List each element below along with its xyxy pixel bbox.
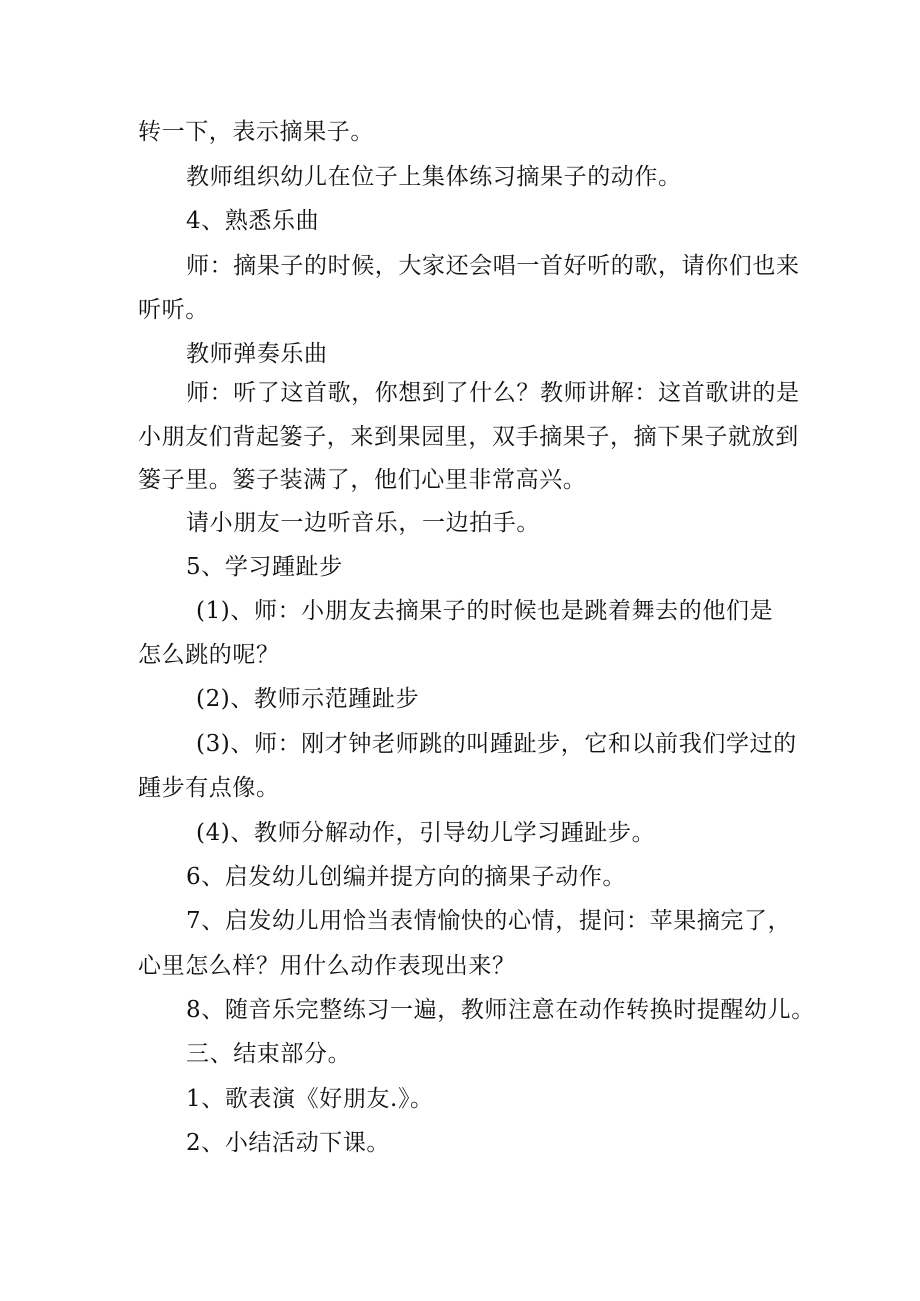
text-line: 8、随音乐完整练习一遍，教师注意在动作转换时提醒幼儿。 [186,997,815,1023]
text-line: 1、歌表演《好朋友.》。 [186,1086,434,1112]
text-line: 怎么跳的呢？ [138,642,280,668]
text-line: 请小朋友一边听音乐，一边拍手。 [186,510,540,536]
text-line: 师：听了这首歌，你想到了什么？教师讲解：这首歌讲的是 [186,380,800,406]
text-line: 听听。 [138,297,209,323]
text-line: 教师弹奏乐曲 [186,341,328,367]
text-line: 2、小结活动下课。 [186,1130,391,1156]
text-line: (4)、教师分解动作，引导幼儿学习踵趾步。 [196,820,656,846]
text-line: 师：摘果子的时候，大家还会唱一首好听的歌，请你们也来 [186,253,800,279]
text-line: 6、启发幼儿创编并提方向的摘果子动作。 [186,864,627,890]
text-line: (1)、师：小朋友去摘果子的时候也是跳着舞去的他们是 [196,598,774,624]
section-heading: 5、学习踵趾步 [186,554,343,580]
text-line: 小朋友们背起篓子，来到果园里，双手摘果子，摘下果子就放到 [138,424,799,450]
text-line: 踵步有点像。 [138,775,280,801]
section-heading: 三、结束部分。 [186,1041,352,1067]
text-line: 篓子里。篓子装满了，他们心里非常高兴。 [138,467,587,493]
text-line: 7、启发幼儿用恰当表情愉快的心情，提问：苹果摘完了， [186,908,792,934]
text-line: (2)、教师示范踵趾步 [196,686,420,712]
section-heading: 4、熟悉乐曲 [186,208,320,234]
text-line: 心里怎么样？用什么动作表现出来？ [138,953,516,979]
text-line: 教师组织幼儿在位子上集体练习摘果子的动作。 [186,164,682,190]
text-line: (3)、师：刚才钟老师跳的叫踵趾步，它和以前我们学过的 [196,731,797,757]
text-line: 转一下，表示摘果子。 [138,119,374,145]
